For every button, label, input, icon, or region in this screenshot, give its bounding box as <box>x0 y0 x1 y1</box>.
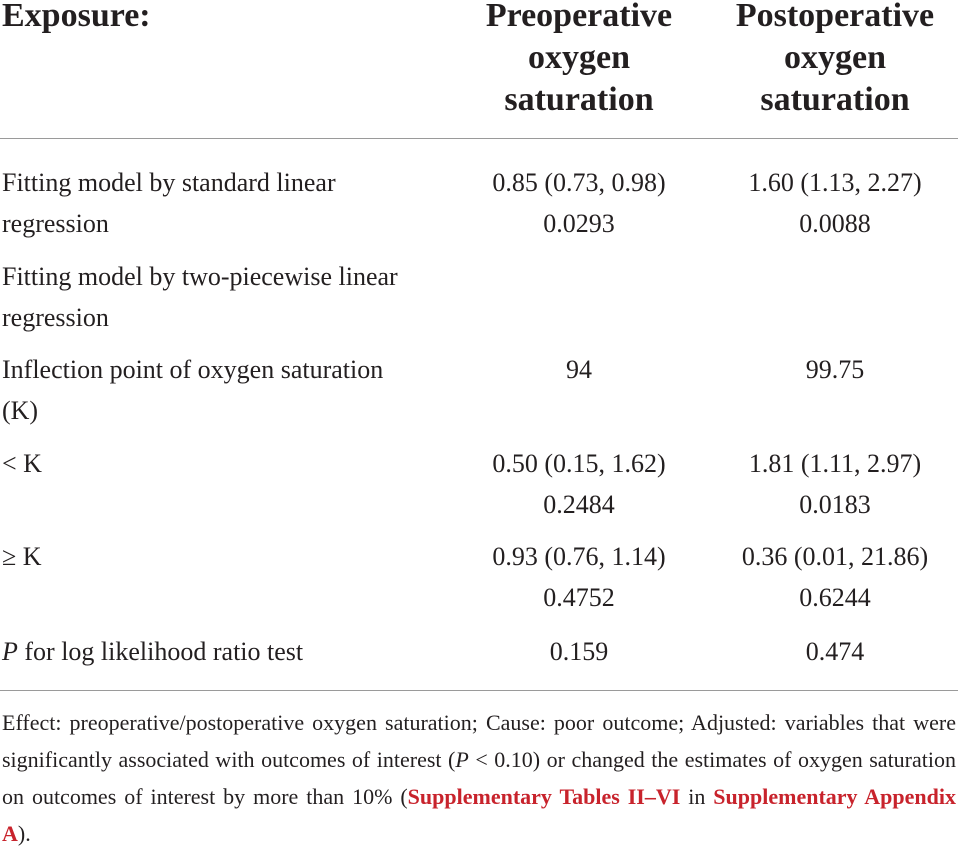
postop-value <box>712 349 958 390</box>
postop-value <box>712 443 958 525</box>
p-value: 0.0293 <box>543 209 615 238</box>
preop-value <box>455 349 703 390</box>
postop-value <box>712 162 958 244</box>
row-label-line: (K) <box>2 396 39 425</box>
p-value: 0.0183 <box>799 490 871 519</box>
estimate: 99.75 <box>805 355 865 384</box>
footnote-text: ). <box>17 821 31 846</box>
estimate: 0.85 (0.73, 0.98) <box>492 168 666 197</box>
row-label <box>2 631 447 672</box>
footnote-p-symbol: P <box>455 747 469 772</box>
row-label-line: Fitting model by two-piecewise linear <box>2 262 398 291</box>
header-col1-line: Preoperative <box>485 0 673 34</box>
row-label-line: regression <box>2 209 109 238</box>
estimate: 0.36 (0.01, 21.86) <box>741 542 929 571</box>
row-label <box>2 162 447 244</box>
supplementary-appendix-link[interactable]: Supplementary Appendix A <box>2 784 956 846</box>
estimate: 1.81 (1.11, 2.97) <box>748 449 922 478</box>
header-exposure: Exposure: <box>2 0 151 34</box>
header-col2-line: saturation <box>760 81 910 118</box>
footnote-text: < 0.10) or changed the estimates of oxygen saturation on outcomes of interest by more than 10% ( <box>2 747 956 809</box>
supplementary-tables-link[interactable]: Supplementary Tables II–VI <box>407 784 681 809</box>
preop-value <box>455 631 703 672</box>
postop-value <box>712 631 958 672</box>
header-col1-line: oxygen <box>528 39 630 76</box>
p-value: 0.6244 <box>799 583 871 612</box>
row-label <box>2 443 447 484</box>
estimate: 0.93 (0.76, 1.14) <box>492 542 666 571</box>
footnote-text: Effect: preoperative/postoperative oxygen saturation; Cause: poor outcome; Adjusted: variables that were significantly associated with outcomes of interest ( <box>2 710 956 772</box>
header-col1-line: saturation <box>504 81 654 118</box>
header-col2-line: oxygen <box>784 39 886 76</box>
table-header <box>0 0 958 138</box>
preop-value <box>455 536 703 618</box>
estimate: 94 <box>566 355 592 384</box>
row-label <box>2 349 447 431</box>
postop-value <box>712 536 958 618</box>
p-value: 0.4752 <box>543 583 615 612</box>
header-divider <box>0 138 958 139</box>
row-label-line <box>2 631 447 672</box>
p-value: 0.0088 <box>799 209 871 238</box>
header-preoperative <box>455 0 703 121</box>
p-value: 0.2484 <box>543 490 615 519</box>
table-footnote <box>2 704 956 852</box>
preop-value <box>455 443 703 525</box>
row-label <box>2 256 447 338</box>
header-col2-line: Postoperative <box>735 0 935 34</box>
row-label-line: regression <box>2 303 109 332</box>
preop-value <box>455 162 703 244</box>
p-symbol: P <box>2 637 18 666</box>
header-postoperative <box>712 0 958 121</box>
row-label-rest: for log likelihood ratio test <box>17 637 304 666</box>
footer-divider <box>0 690 958 691</box>
p-value: 0.474 <box>805 637 865 666</box>
estimate: 1.60 (1.13, 2.27) <box>748 168 922 197</box>
row-label-line: ≥ K <box>2 542 42 571</box>
p-value: 0.159 <box>549 637 609 666</box>
row-label <box>2 536 447 577</box>
row-label-line: < K <box>2 449 42 478</box>
footnote-text: in <box>680 784 714 809</box>
estimate: 0.50 (0.15, 1.62) <box>492 449 666 478</box>
row-label-line: Fitting model by standard linear <box>2 168 336 197</box>
row-label-line: Inflection point of oxygen saturation <box>2 355 384 384</box>
